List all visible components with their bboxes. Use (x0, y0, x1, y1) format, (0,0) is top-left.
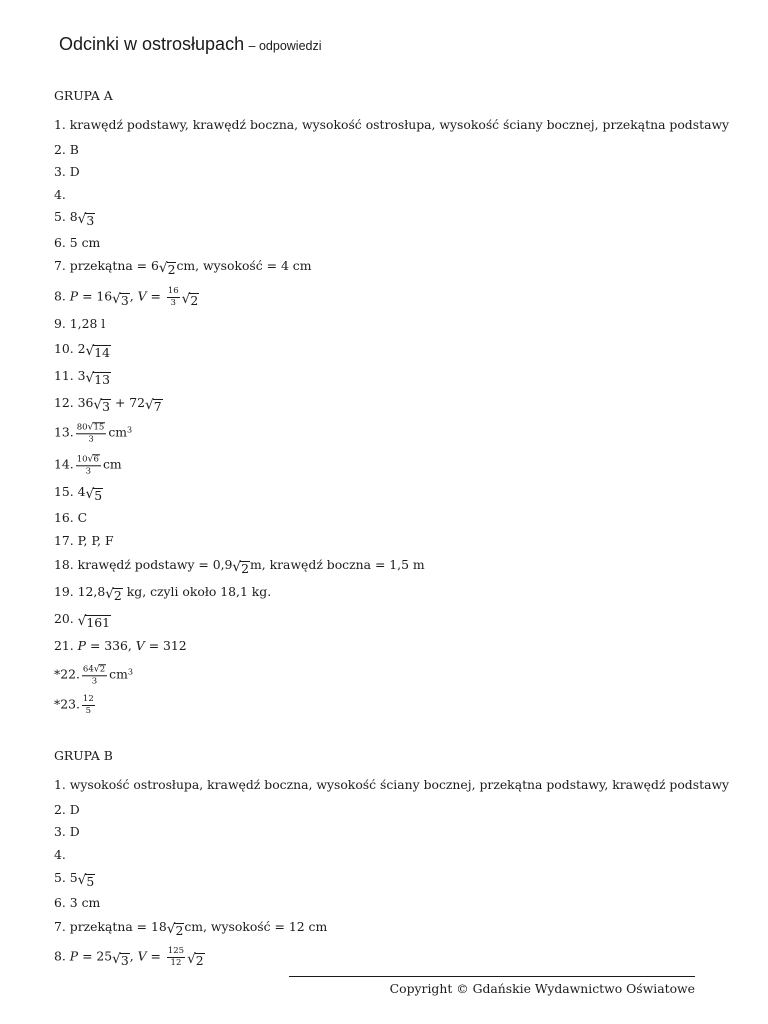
sqrt: √ 5 (85, 485, 103, 503)
sqrt: √ 2 (105, 585, 122, 603)
answer-a4: 4. (54, 186, 66, 202)
answer-b7: 7. przekątna = 18 √ 2 cm, wysokość = 12 cm (54, 918, 328, 938)
title-subtitle: – odpowiedzi (248, 39, 322, 53)
answer-a15: 15. 4 √ 5 (54, 483, 103, 503)
sqrt: √ 3 (93, 396, 110, 414)
title-main: Odcinki w ostrosłupach (59, 34, 245, 54)
sqrt: √ 3 (112, 950, 129, 968)
fraction: 64 √ 2 3 (82, 663, 106, 687)
sqrt: √ 2 (187, 950, 204, 968)
answer-a11: 11. 3 √ 13 (54, 367, 110, 387)
answer-b3: 3. D (54, 823, 80, 839)
answer-a8: 8. P = 16 √ 3 , V = $\frac{16}{3}$ √ 2 (54, 286, 199, 308)
sqrt: √ 3 (77, 210, 95, 228)
answer-a13: 13. 80 √ 15 3 $cm^3$ (54, 421, 133, 445)
answer-a17: 17. P, P, F (54, 532, 114, 548)
sqrt: √ 161 (77, 612, 110, 630)
answer-a2: 2. B (54, 141, 79, 157)
sqrt: √ 2 (232, 558, 249, 576)
answer-b1: 1. wysokość ostrosłupa, krawędź boczna, wysokość ściany bocznej, przekątna podstawy, krawędź podstawy (54, 776, 730, 792)
answer-a16: 16. C (54, 509, 88, 525)
sqrt: √ 13 (85, 369, 110, 387)
answer-a23: *23. $\frac{12}{5}$ (54, 694, 94, 716)
answer-a5: 5. 8 √ 3 (54, 208, 95, 228)
fraction: 10 √ 6 3 (76, 453, 99, 477)
answer-b2: 2. D (54, 801, 80, 817)
copyright-footer: Copyright © Gdańskie Wydawnictwo Oświatowe (389, 981, 695, 996)
fraction: $\frac{16}{3}$ (167, 286, 179, 308)
answer-a14: 14. 10 √ 6 3 cm (54, 453, 122, 477)
sqrt: √ 2 (166, 920, 184, 938)
sqrt: √ 2 (158, 259, 176, 277)
answer-a22: *22. 64 √ 2 3 $cm^3$ (54, 663, 133, 687)
sqrt: √ 3 (112, 290, 129, 308)
answer-b6: 6. 3 cm (54, 894, 101, 910)
group-b-heading: GRUPA B (54, 747, 113, 763)
fraction: $\frac{12}{5}$ (82, 694, 94, 716)
answer-b8: 8. P = 25 √ 3 , V = $\frac{125}{12}$ √ 2 (54, 946, 204, 968)
sqrt: √ 5 (77, 871, 95, 889)
fraction: $\frac{125}{12}$ (167, 946, 185, 968)
answer-a1: 1. krawędź podstawy, krawędź boczna, wysokość ostrosłupa, wysokość ściany bocznej, przekątna podstawy (54, 116, 730, 132)
answer-a10: 10. 2 √ 14 (54, 340, 110, 360)
sqrt: √ 2 (181, 290, 199, 308)
fraction: 80 √ 15 3 (76, 421, 105, 445)
answer-a21: 21. P = 336, V = 312 (54, 637, 187, 653)
answer-a20: 20. √ 161 (54, 610, 110, 630)
answer-a18: 18. krawędź podstawy = 0,9 √ 2 m, krawędź boczna = 1,5 m (54, 556, 425, 576)
answer-a7: 7. przekątna = 6 √ 2 cm, wysokość = 4 cm (54, 257, 312, 277)
answer-a12: 12. 36 √ 3 + 72 √ 7 (54, 394, 162, 414)
page-title (59, 35, 322, 54)
sqrt: √ 14 (85, 342, 110, 360)
group-a-heading: GRUPA A (54, 87, 113, 103)
answer-a6: 6. 5 cm (54, 234, 101, 250)
sqrt: √ 7 (145, 396, 162, 414)
answer-a3: 3. D (54, 163, 80, 179)
answer-a9: 9. 1,28 l (54, 315, 106, 331)
answer-b4: 4. (54, 846, 66, 862)
footer-divider (289, 976, 695, 977)
answer-a19: 19. 12,8 √ 2 kg, czyli około 18,1 kg. (54, 583, 272, 603)
answer-b5: 5. 5 √ 5 (54, 869, 95, 889)
